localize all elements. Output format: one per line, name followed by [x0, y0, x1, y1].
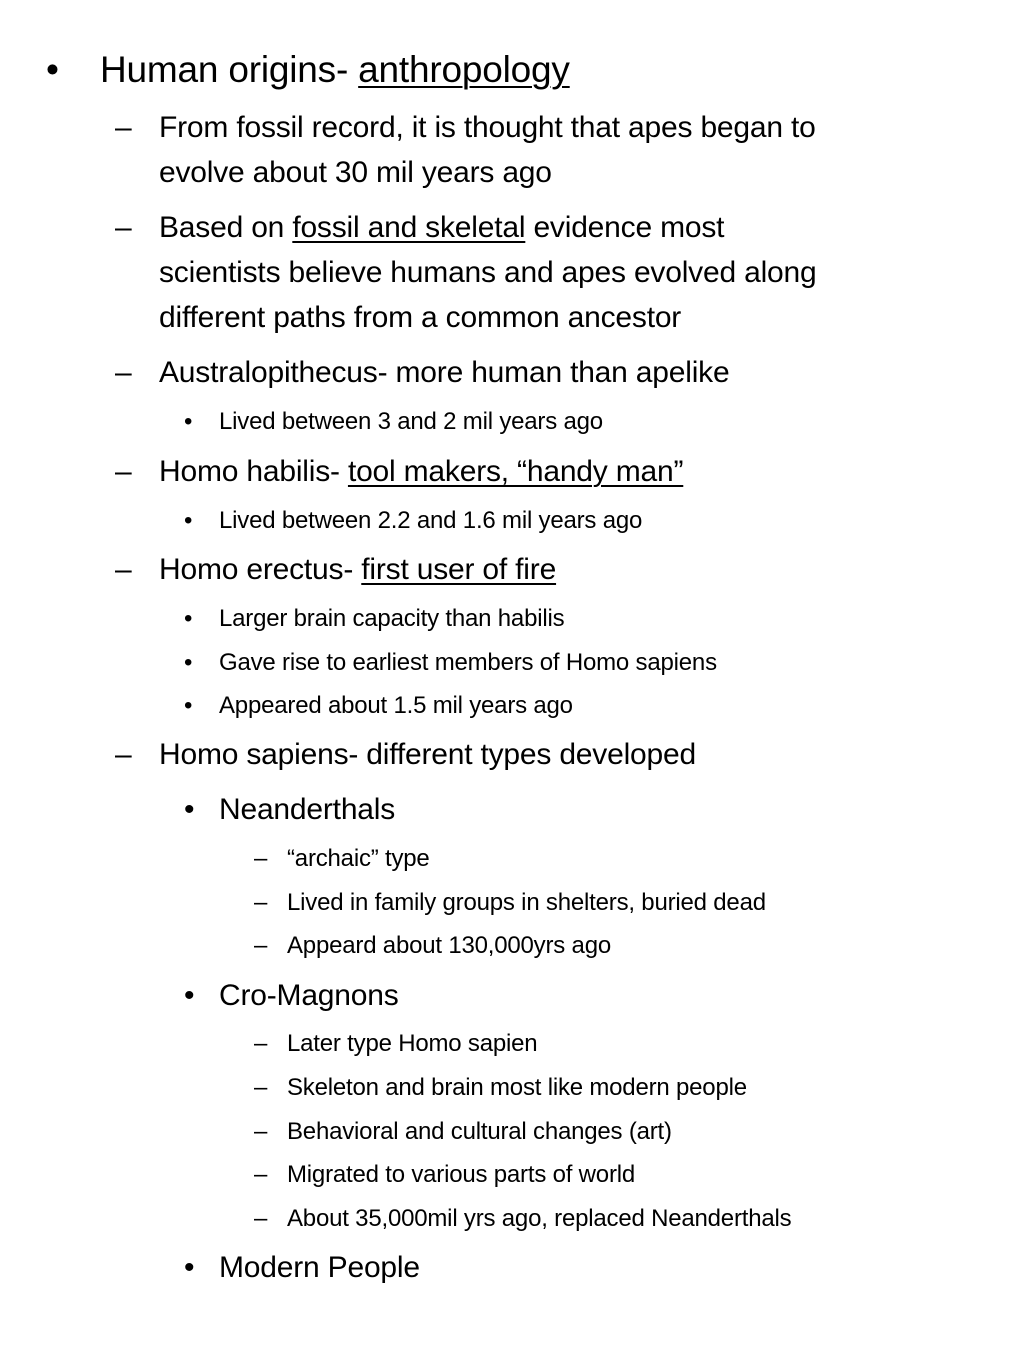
dash-marker: –	[254, 1030, 268, 1057]
habilis-detail: Lived between 2.2 and 1.6 mil years ago	[219, 507, 643, 534]
evidence-suffix: evidence most	[525, 211, 725, 244]
dash-marker: –	[254, 1118, 268, 1145]
bullet-marker: •	[46, 49, 59, 90]
fossil-record-line-1: From fossil record, it is thought that apes began to	[159, 111, 816, 144]
bullet-marker: •	[184, 649, 193, 676]
bullet-marker: •	[184, 1251, 195, 1284]
bullet-marker: •	[184, 692, 193, 719]
neanderthals-detail-3: Appeard about 130,000yrs ago	[287, 932, 611, 959]
dash-marker: –	[115, 211, 132, 244]
neanderthals-detail-1: “archaic” type	[287, 845, 430, 872]
australopithecus-item: Australopithecus- more human than apelike	[159, 356, 730, 389]
erectus-prefix: Homo erectus-	[159, 553, 362, 586]
neanderthals-heading: Neanderthals	[219, 793, 396, 826]
erectus-emphasis: first user of fire	[361, 553, 557, 586]
dash-marker: –	[254, 1074, 268, 1101]
heading-prefix: Human origins-	[100, 49, 359, 90]
bullet-marker: •	[184, 408, 193, 435]
dash-marker: –	[254, 889, 268, 916]
evidence-line-2: scientists believe humans and apes evolved along	[159, 256, 817, 289]
evidence-line-1	[159, 211, 724, 245]
bullet-marker: •	[184, 507, 193, 534]
dash-marker: –	[254, 932, 268, 959]
bullet-marker: •	[184, 605, 193, 632]
heading-item	[100, 49, 570, 91]
evidence-prefix: Based on	[159, 211, 293, 244]
bullet-marker: •	[184, 793, 195, 826]
modern-people-heading: Modern People	[219, 1251, 420, 1284]
habilis-prefix: Homo habilis-	[159, 455, 348, 488]
fossil-record-line-2: evolve about 30 mil years ago	[159, 156, 552, 189]
evidence-emphasis: fossil and skeletal	[292, 211, 526, 244]
dash-marker: –	[254, 1161, 268, 1188]
cromagnons-detail-1: Later type Homo sapien	[287, 1030, 538, 1057]
dash-marker: –	[115, 738, 132, 771]
cromagnons-detail-2: Skeleton and brain most like modern people	[287, 1074, 747, 1101]
cromagnons-detail-4: Migrated to various parts of world	[287, 1161, 636, 1188]
sapiens-item: Homo sapiens- different types developed	[159, 738, 696, 771]
evidence-line-3: different paths from a common ancestor	[159, 301, 682, 334]
dash-marker: –	[115, 111, 132, 144]
dash-marker: –	[254, 845, 268, 872]
habilis-item	[159, 455, 683, 489]
dash-marker: –	[115, 356, 132, 389]
dash-marker: –	[115, 553, 132, 586]
australopithecus-detail: Lived between 3 and 2 mil years ago	[219, 408, 603, 435]
heading-emphasis: anthropology	[358, 49, 570, 90]
bullet-marker: •	[184, 979, 195, 1012]
erectus-item	[159, 553, 556, 587]
erectus-detail-3: Appeared about 1.5 mil years ago	[219, 692, 573, 719]
cromagnons-heading: Cro-Magnons	[219, 979, 399, 1012]
neanderthals-detail-2: Lived in family groups in shelters, buried dead	[287, 889, 766, 916]
erectus-detail-1: Larger brain capacity than habilis	[219, 605, 565, 632]
cromagnons-detail-5: About 35,000mil yrs ago, replaced Neanderthals	[287, 1205, 792, 1232]
erectus-detail-2: Gave rise to earliest members of Homo sapiens	[219, 649, 717, 676]
dash-marker: –	[115, 455, 132, 488]
cromagnons-detail-3: Behavioral and cultural changes (art)	[287, 1118, 672, 1145]
habilis-emphasis: tool makers, “handy man”	[347, 455, 684, 488]
dash-marker: –	[254, 1205, 268, 1232]
